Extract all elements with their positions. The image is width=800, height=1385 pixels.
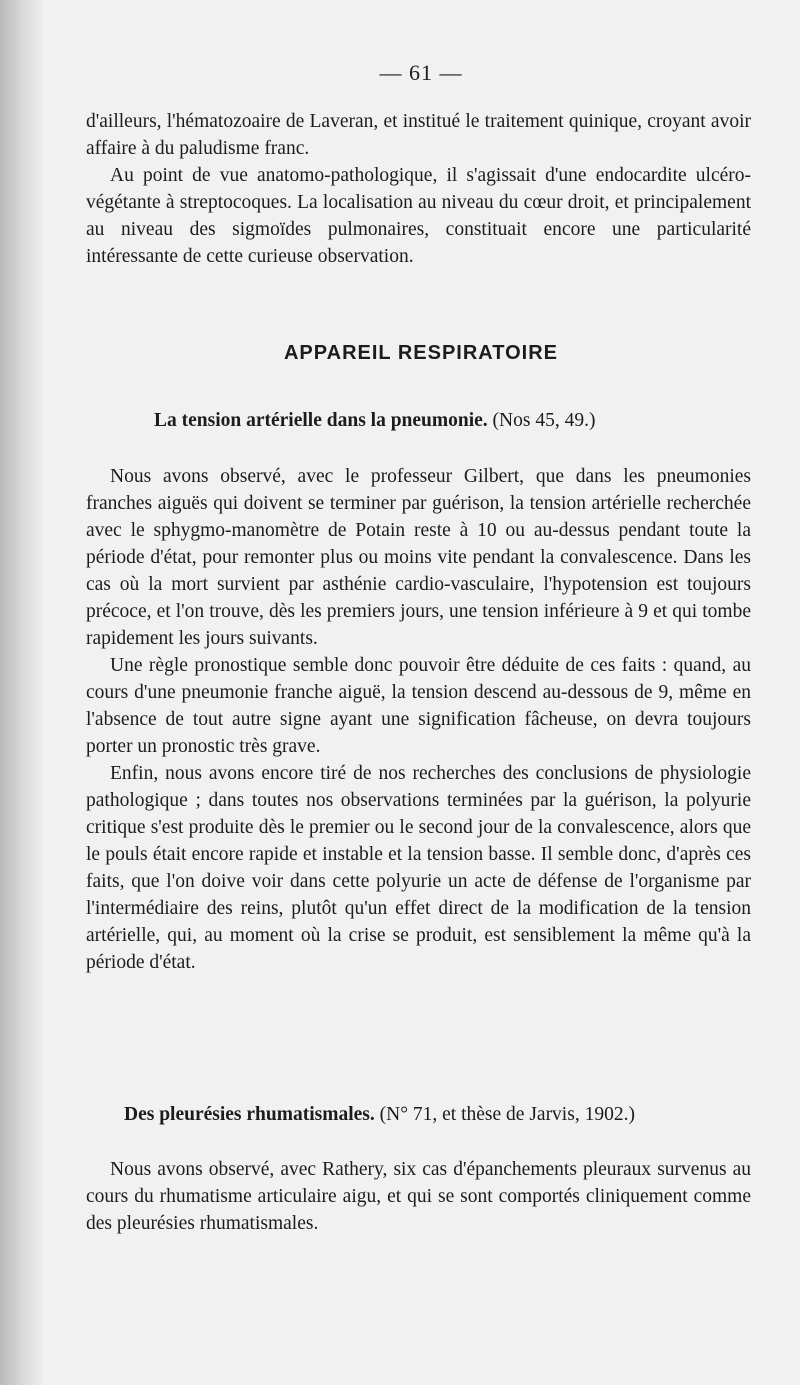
- scan-binding-shadow: [0, 0, 42, 1385]
- pleuresies-heading-title: Des pleurésies rhumatismales.: [124, 1104, 375, 1125]
- book-page: [42, 0, 800, 1385]
- intro-paragraph-1: d'ailleurs, l'hématozoaire de Laveran, et institué le traitement quinique, croyant avoir affaire à du paludisme franc.: [86, 111, 751, 159]
- intro-paragraph-2: Au point de vue anatomo-pathologique, il s'agissait d'une endocardite ulcéro-végétante à streptocoques. La localisation au niveau du cœur droit, et principalement au niveau des sigmoïdes pulmonaires, constituait encore une particularité intéressante de cette curieuse observation.: [86, 165, 751, 267]
- pneumonie-paragraph-3: Enfin, nous avons encore tiré de nos recherches des conclusions de physiologie pathologique ; dans toutes nos observations terminées par la guérison, la polyurie critique s'est produite dès le premier ou le second jour de la convalescence, alors que le pouls était encore rapide et instable et la tension basse. Il semble donc, d'après ces faits, que l'on doive voir dans cette polyurie un acte de défense de l'organisme par l'intermédiaire des reins, plutôt qu'un effet direct de la modification de la tension artérielle, qui, au moment où la crise se produit, est sensiblement la même qu'à la période d'état.: [86, 763, 751, 973]
- pneumonie-paragraph-1: Nous avons observé, avec le professeur Gilbert, que dans les pneumonies franches aiguës qui doivent se terminer par guérison, la tension artérielle recherchée avec le sphygmo-manomètre de Potain reste à 10 ou au-dessus pendant toute la période d'état, pour remonter plus ou moins vite pendant la convalescence. Dans les cas où la mort survient par asthénie cardio-vasculaire, l'hypotension est toujours précoce, et l'on trouve, dès les premiers jours, une tension inférieure à 9 et qui tombe rapidement les jours suivants.: [86, 466, 751, 649]
- pneumonie-heading: [154, 410, 595, 432]
- pneumonie-heading-title: La tension artérielle dans la pneumonie.: [154, 410, 488, 431]
- pleuresies-paragraph-1: Nous avons observé, avec Rathery, six cas d'épanchements pleuraux survenus au cours du rhumatisme articulaire aigu, et qui se sont comportés cliniquement comme des pleurésies rhumatismales.: [86, 1159, 751, 1234]
- pleuresies-heading: [124, 1104, 635, 1126]
- page-number: — 61 —: [379, 60, 463, 85]
- intro-text: [86, 108, 751, 270]
- pneumonie-text: [86, 463, 751, 976]
- pneumonie-paragraph-2: Une règle pronostique semble donc pouvoir être déduite de ces faits : quand, au cours d'une pneumonie franche aiguë, la tension descend au-dessous de 9, même en l'absence de tout autre signe ayant une signification fâcheuse, on devra toujours porter un pronostic très grave.: [86, 655, 751, 757]
- pleuresies-heading-ref: (N° 71, et thèse de Jarvis, 1902.): [379, 1104, 635, 1125]
- section-title: APPAREIL RESPIRATOIRE: [283, 342, 558, 364]
- pneumonie-heading-ref: (Nos 45, 49.): [492, 410, 596, 431]
- pleuresies-text: [86, 1156, 751, 1237]
